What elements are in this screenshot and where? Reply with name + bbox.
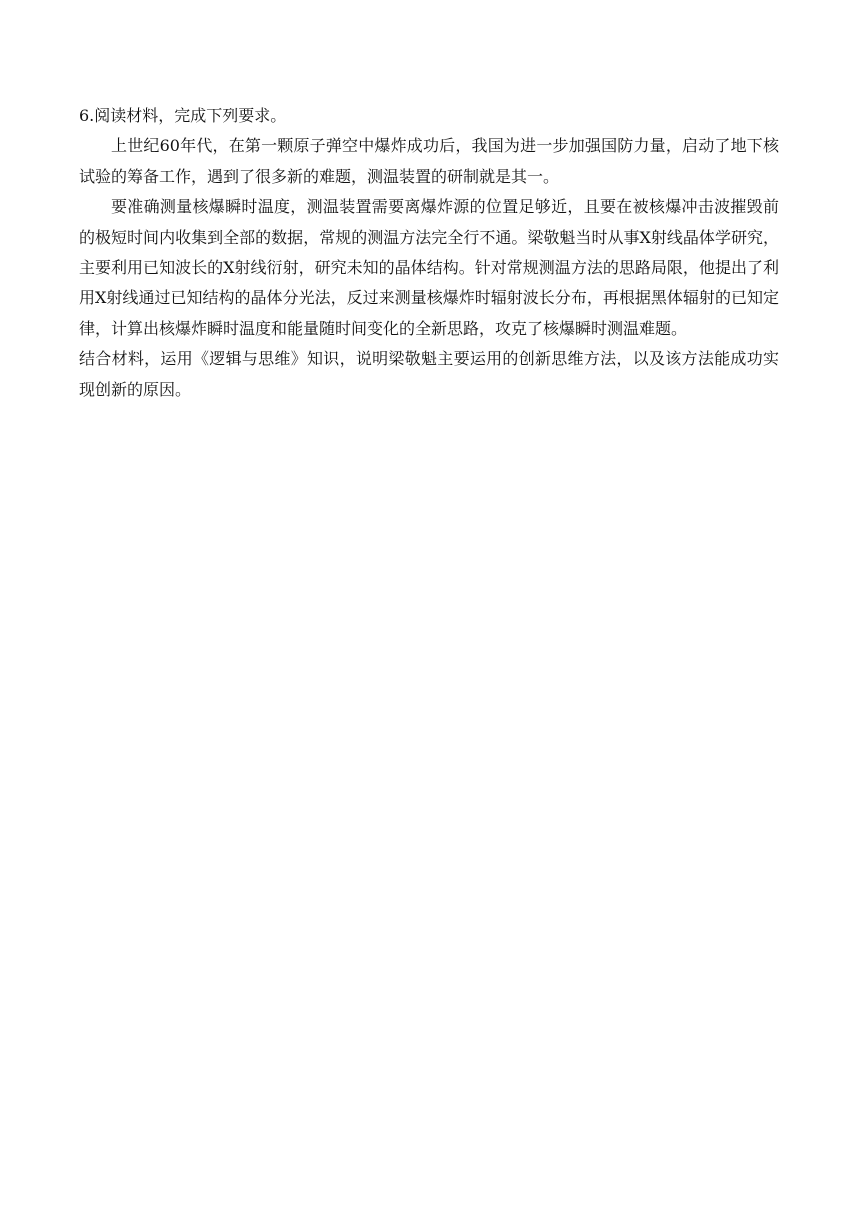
question-requirement: 结合材料，运用《逻辑与思维》知识，说明梁敬魁主要运用的创新思维方法，以及该方法能成功实现创新的原因。 (79, 349, 779, 399)
question-heading: 6.阅读材料，完成下列要求。 (79, 106, 287, 125)
material-paragraph-1: 上世纪60年代，在第一颗原子弹空中爆炸成功后，我国为进一步加强国防力量，启动了地下核试验的筹备工作，遇到了很多新的难题，测温装置的研制就是其一。 (79, 136, 779, 186)
question-block (79, 101, 779, 405)
material-paragraph-2: 要准确测量核爆瞬时温度，测温装置需要离爆炸源的位置足够近，且要在被核爆冲击波摧毁前的极短时间内收集到全部的数据，常规的测温方法完全行不通。梁敬魁当时从事X射线晶体学研究，主要利用已知波长的X射线衍射，研究未知的晶体结构。针对常规测温方法的思路局限，他提出了利用X射线通过已知结构的晶体分光法，反过来测量核爆炸时辐射波长分布，再根据黑体辐射的已知定律，计算出核爆炸瞬时温度和能量随时间变化的全新思路，攻克了核爆瞬时测温难题。 (79, 197, 779, 338)
